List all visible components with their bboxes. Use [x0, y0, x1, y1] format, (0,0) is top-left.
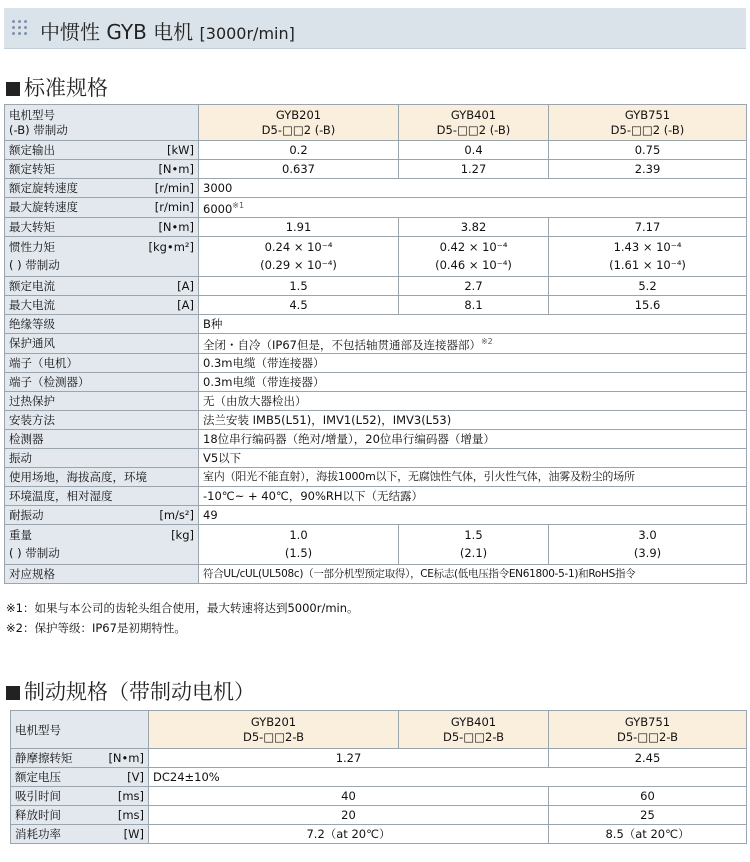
- footnote: ※1：如果与本公司的齿轮头组合使用，最大转速将达到5000r/min。: [6, 601, 359, 615]
- table-row: [5, 217, 747, 236]
- table-cell: 40: [149, 787, 549, 806]
- model-cell: [399, 711, 549, 749]
- table-cell: 2.7: [399, 276, 549, 295]
- table-row: [5, 276, 747, 295]
- table-row: [5, 353, 747, 372]
- table-cell: 0.4: [399, 141, 549, 160]
- model-code: D5-□□2-B: [443, 729, 504, 744]
- table-row: [5, 524, 747, 564]
- table-cell: B种: [199, 314, 747, 333]
- table-cell: 25: [549, 806, 747, 825]
- table-row: [5, 486, 747, 505]
- table-row: [5, 295, 747, 314]
- section1-heading: 标准规格: [6, 72, 108, 102]
- row-label: 最大转矩: [9, 219, 55, 234]
- model-cell: [549, 105, 747, 141]
- brake-spec-table: [10, 710, 747, 844]
- model-header-label: 电机型号: [9, 107, 55, 122]
- table-cell: 4.5: [199, 295, 399, 314]
- table-cell: 0.637: [199, 160, 399, 179]
- model-code: D5-□□2 (-B): [610, 122, 685, 137]
- row-label: 安装方法: [5, 410, 199, 429]
- row-unit: [m/s²]: [159, 507, 194, 522]
- table-row: [5, 179, 747, 198]
- model-header-cell: [5, 105, 199, 141]
- table-cell: 1.5 (2.1): [399, 524, 549, 564]
- table-cell: 1.27: [399, 160, 549, 179]
- table-cell: 5.2: [549, 276, 747, 295]
- table-cell: 7.2（at 20℃）: [149, 825, 549, 844]
- table-cell: 8.5（at 20℃）: [549, 825, 747, 844]
- row-label: 检测器: [5, 429, 199, 448]
- model-name: GYB201: [250, 714, 297, 729]
- row-label: 静摩擦转矩: [15, 751, 73, 765]
- row-label: 释放时间: [15, 808, 61, 822]
- row-label: 使用场地，海拔高度，环境: [5, 467, 199, 486]
- table-row: [5, 141, 747, 160]
- table-row: [11, 787, 747, 806]
- banner-subtitle: [3000r/min]: [199, 24, 295, 43]
- model-name: GYB751: [624, 107, 671, 122]
- model-name: GYB201: [275, 107, 322, 122]
- dots-icon: [12, 20, 28, 36]
- row-unit: [A]: [177, 297, 194, 312]
- cell-value: 6000: [203, 201, 233, 216]
- table-cell: V5以下: [199, 448, 747, 467]
- table-row: [5, 333, 747, 353]
- table-cell: 1.27: [149, 749, 549, 768]
- table-cell: 3.0 (3.9): [549, 524, 747, 564]
- table-cell: 0.3m电缆（带连接器）: [199, 353, 747, 372]
- page-title: [40, 16, 295, 45]
- section2-heading: 制动规格（带制动电机）: [6, 676, 255, 706]
- row-unit: [N•m]: [108, 751, 144, 765]
- row-label: 振动: [5, 448, 199, 467]
- row-label: 环境温度，相对湿度: [5, 486, 199, 505]
- table-row: [5, 467, 747, 486]
- table-cell: 1.0 (1.5): [199, 524, 399, 564]
- model-cell: [549, 711, 747, 749]
- table-cell: 1.5: [199, 276, 399, 295]
- table-cell: 49: [199, 505, 747, 524]
- row-label: 额定旋转速度: [9, 181, 78, 195]
- table-cell: 3.82: [399, 217, 549, 236]
- row-label: 吸引时间: [15, 789, 61, 803]
- table-cell: 8.1: [399, 295, 549, 314]
- square-bullet-icon: [6, 82, 20, 96]
- table-row: [5, 372, 747, 391]
- table-cell: 法兰安装 IMB5(L51)，IMV1(L52)，IMV3(L53): [199, 410, 747, 429]
- row-label: 额定输出: [9, 143, 55, 157]
- row-unit: [ms]: [117, 808, 144, 822]
- table-row: [5, 105, 747, 141]
- table-row: [5, 429, 747, 448]
- table-row: [11, 749, 747, 768]
- standard-spec-table: [4, 104, 747, 584]
- table-cell: 60: [549, 787, 747, 806]
- row-sublabel: ( ) 带制动: [9, 258, 60, 273]
- table-cell: 室内（阳光不能直射），海拔1000m以下，无腐蚀性气体，引火性气体，油雾及粉尘的场所: [199, 467, 747, 486]
- table-cell: 0.24 × 10⁻⁴ (0.29 × 10⁻⁴): [199, 236, 399, 276]
- row-unit: [r/min]: [154, 200, 194, 215]
- row-unit: [V]: [127, 770, 144, 784]
- model-code: D5-□□2 (-B): [261, 122, 336, 137]
- row-unit: [kg]: [171, 528, 194, 543]
- row-label: 耐振动: [9, 507, 44, 522]
- square-bullet-icon: [6, 686, 20, 700]
- table-row: [5, 391, 747, 410]
- table-cell: 0.3m电缆（带连接器）: [199, 372, 747, 391]
- table-cell: 18位串行编码器（绝对/增量），20位串行编码器（增量）: [199, 429, 747, 448]
- table-cell: 1.43 × 10⁻⁴ (1.61 × 10⁻⁴): [549, 236, 747, 276]
- table-row: [5, 314, 747, 333]
- table-cell: DC24±10%: [149, 768, 747, 787]
- row-label: 重量: [9, 528, 32, 543]
- row-unit: [r/min]: [154, 181, 194, 195]
- row-label: 最大旋转速度: [9, 200, 78, 215]
- table-cell: 2.45: [549, 749, 747, 768]
- row-label: 绝缘等级: [5, 314, 199, 333]
- cell-value: 全闭・自冷（IP67但是，不包括轴贯通部及连接器部）: [203, 337, 481, 352]
- model-code: D5-□□2-B: [617, 729, 678, 744]
- table-cell: [199, 198, 747, 218]
- row-label: 保护通风: [5, 333, 199, 353]
- table-row: [11, 806, 747, 825]
- table-cell: 0.2: [199, 141, 399, 160]
- model-code: D5-□□2-B: [243, 729, 304, 744]
- table-row: [5, 505, 747, 524]
- row-label: 额定电流: [9, 278, 55, 293]
- row-label: 惯性力矩: [9, 240, 55, 255]
- table-cell: 符合UL/cUL(UL508c)（一部分机型预定取得），CE标志(低电压指令EN61800-5-1)和RoHS指令: [199, 564, 747, 583]
- row-unit: [ms]: [117, 789, 144, 803]
- model-code: D5-□□2 (-B): [436, 122, 511, 137]
- row-unit: [N•m]: [158, 219, 194, 234]
- table-row: [11, 768, 747, 787]
- model-header-cell: 电机型号: [11, 711, 149, 749]
- table-row: [5, 160, 747, 179]
- row-label: 额定转矩: [9, 162, 55, 176]
- table-cell: 20: [149, 806, 549, 825]
- table-row: [5, 564, 747, 583]
- footnote: ※2：保护等级：IP67是初期特性。: [6, 621, 186, 635]
- table-row: [5, 198, 747, 218]
- row-unit: [kW]: [166, 143, 194, 157]
- row-label: 过热保护: [5, 391, 199, 410]
- table-cell: 15.6: [549, 295, 747, 314]
- table-cell: 2.39: [549, 160, 747, 179]
- table-row: [5, 448, 747, 467]
- row-label: 消耗功率: [15, 827, 61, 841]
- page-banner: [4, 8, 746, 49]
- model-name: GYB401: [450, 714, 497, 729]
- row-label: 对应规格: [5, 564, 199, 583]
- table-cell: -10℃~ + 40℃，90%RH以下（无结露）: [199, 486, 747, 505]
- row-label: 端子（电机）: [5, 353, 199, 372]
- row-unit: [kg•m²]: [148, 240, 194, 255]
- table-cell: 0.75: [549, 141, 747, 160]
- brake-header-label: (-B) 带制动: [9, 122, 68, 137]
- model-cell: [199, 105, 399, 141]
- row-sublabel: ( ) 带制动: [9, 546, 60, 561]
- table-cell: [199, 333, 747, 353]
- footnote-mark: ※1: [232, 201, 245, 210]
- model-name: GYB401: [450, 107, 497, 122]
- row-label: 最大电流: [9, 297, 55, 312]
- banner-title: 中惯性 GYB 电机: [40, 20, 194, 44]
- row-label: 额定电压: [15, 770, 61, 784]
- table-cell: 3000: [199, 179, 747, 198]
- model-cell: [149, 711, 399, 749]
- model-name: GYB751: [624, 714, 671, 729]
- table-cell: 1.91: [199, 217, 399, 236]
- table-row: [11, 825, 747, 844]
- table-row: [5, 410, 747, 429]
- model-cell: [399, 105, 549, 141]
- table-row: [11, 711, 747, 749]
- table-row: [5, 236, 747, 276]
- table-cell: 7.17: [549, 217, 747, 236]
- table-cell: 0.42 × 10⁻⁴ (0.46 × 10⁻⁴): [399, 236, 549, 276]
- table-cell: 无（由放大器检出）: [199, 391, 747, 410]
- row-unit: [W]: [123, 827, 144, 841]
- row-unit: [N•m]: [158, 162, 194, 176]
- row-label: 端子（检测器）: [5, 372, 199, 391]
- row-unit: [A]: [177, 278, 194, 293]
- footnote-mark: ※2: [480, 336, 493, 346]
